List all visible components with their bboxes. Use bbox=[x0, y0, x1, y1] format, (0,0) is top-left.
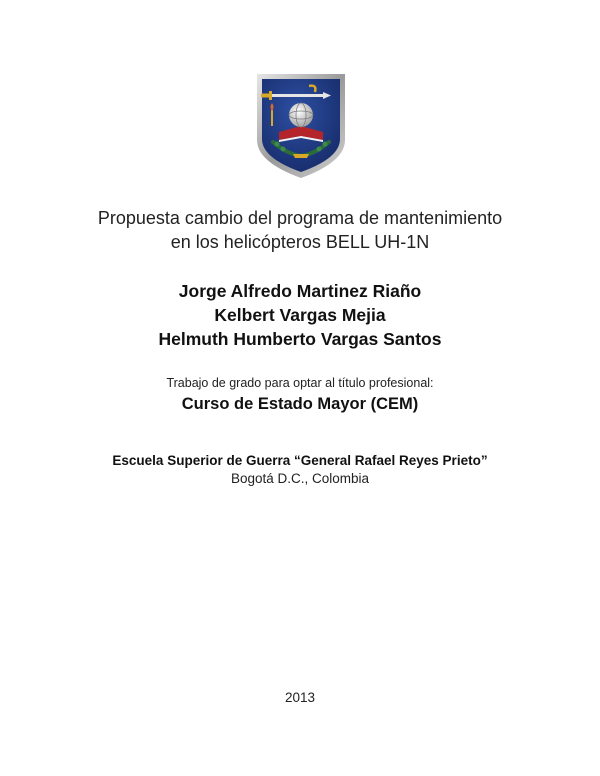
institution-city: Bogotá D.C., Colombia bbox=[230, 471, 370, 486]
school-crest-logo bbox=[253, 70, 349, 180]
thesis-title-line-2: en los helicópteros BELL UH-1N bbox=[170, 232, 430, 252]
thesis-title-line-1: Propuesta cambio del programa de mantenimiento bbox=[97, 208, 503, 228]
authors-list bbox=[0, 279, 600, 351]
author-name: Helmuth Humberto Vargas Santos bbox=[158, 329, 442, 349]
degree-label: Trabajo de grado para optar al título profesional: bbox=[166, 376, 434, 390]
thesis-title bbox=[0, 206, 600, 254]
author-name: Kelbert Vargas Mejia bbox=[214, 305, 386, 325]
publication-year: 2013 bbox=[284, 690, 316, 705]
author-name: Jorge Alfredo Martinez Riaño bbox=[178, 281, 422, 301]
degree-name: Curso de Estado Mayor (CEM) bbox=[181, 395, 419, 413]
institution-name: Escuela Superior de Guerra “General Rafael Reyes Prieto” bbox=[112, 453, 488, 468]
